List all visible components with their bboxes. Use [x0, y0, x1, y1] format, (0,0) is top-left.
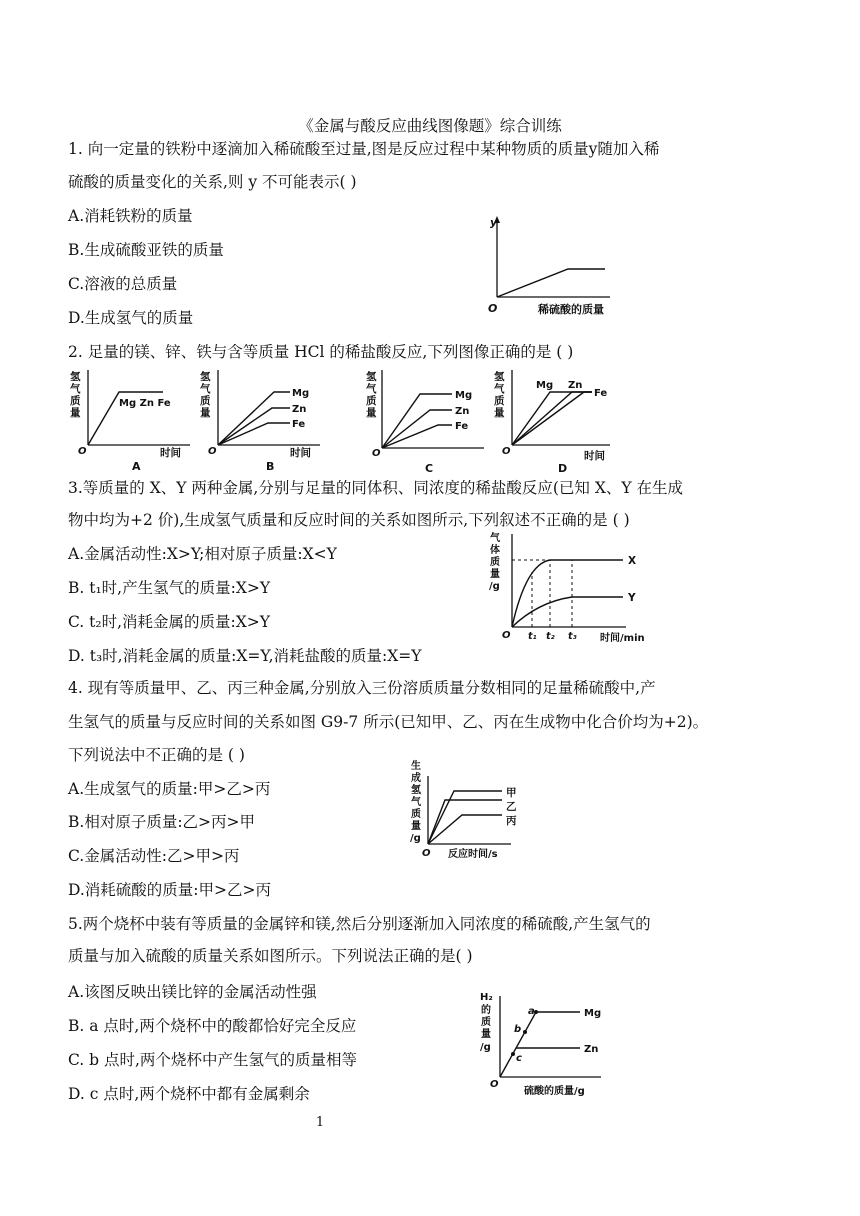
q5-option-a: A.该图反映出镁比锌的金属活动性强	[68, 983, 317, 1001]
q5-label-zn: Zn	[584, 1044, 599, 1055]
q3-origin: O	[502, 630, 511, 641]
q2d-curve-zn	[512, 392, 592, 445]
q2b-curve-zn	[218, 408, 290, 445]
q4-origin: O	[422, 848, 431, 859]
q2d-label-fe: Fe	[594, 388, 608, 399]
q2d-ylabel-2: 气	[494, 383, 505, 395]
q5-stem-line1: 5.两个烧杯中装有等质量的金属锌和镁,然后分别逐渐加入同浓度的稀硫酸,产生氢气的	[68, 915, 651, 933]
q2c-label-mg: Mg	[455, 390, 473, 401]
q2-figure-a	[68, 368, 198, 474]
q4-ylabel-2: 成	[411, 773, 421, 784]
q2c-caption: C	[425, 462, 434, 475]
q2c-ylabel-1: 氢	[366, 371, 377, 383]
q3-tick-t1: t₁	[528, 631, 537, 642]
q4-option-a: A.生成氢气的质量:甲>乙>丙	[68, 780, 271, 798]
q4-stem-line2: 生氢气的质量与反应时间的关系如图 G9-7 所示(已知甲、乙、丙在生成物中化合价均为+2)。	[68, 713, 709, 731]
page-number: 1	[315, 1115, 325, 1130]
q3-ylabel-4: 量	[490, 569, 500, 580]
q2a-ylabel-3: 质	[70, 395, 81, 407]
q2d-x-label: 时间	[584, 450, 605, 462]
q2b-origin: O	[208, 446, 217, 457]
q1-option-b: B.生成硫酸亚铁的质量	[68, 241, 224, 259]
q2d-label-mg: Mg	[536, 380, 554, 391]
q4-label-jia: 甲	[506, 787, 517, 799]
q1-origin: O	[488, 302, 498, 315]
q5-label-c: c	[516, 1053, 522, 1064]
q3-ylabel-3: 质	[490, 557, 500, 568]
q2b-label-mg: Mg	[292, 388, 310, 399]
q2-figure-c	[360, 368, 490, 474]
q2a-x-label: 时间	[160, 447, 181, 459]
q2c-label-zn: Zn	[455, 406, 470, 417]
q2d-curve-fe	[512, 392, 592, 445]
q3-stem-line2: 物中均为+2 价),生成氢气质量和反应时间的关系如图所示,下列叙述不正确的是 ( )	[68, 511, 630, 529]
q5-curve-mg	[500, 1012, 580, 1077]
q1-option-c: C.溶液的总质量	[68, 275, 178, 293]
q4-figure	[408, 758, 548, 864]
q2a-ylabel-2: 气	[70, 383, 81, 395]
q3-ylabel-1: 气	[490, 533, 500, 544]
q5-ylabel-5: /g	[480, 1042, 491, 1053]
q3-option-b: B. t₁时,产生氢气的质量:X>Y	[68, 579, 271, 597]
q3-tick-t3: t₃	[568, 631, 577, 642]
q2c-ylabel-2: 气	[366, 383, 377, 395]
q1-y-label: y	[490, 216, 498, 229]
q3-curve-x	[512, 560, 623, 627]
q4-curve-jia	[428, 791, 502, 844]
q2c-ylabel-3: 质	[366, 395, 377, 407]
q4-ylabel-3: 氢	[411, 785, 421, 796]
q2-stem: 2. 足量的镁、锌、铁与含等质量 HCl 的稀盐酸反应,下列图像正确的是 ( )	[68, 343, 574, 361]
q1-x-label: 稀硫酸的质量	[538, 303, 604, 316]
q4-option-d: D.消耗硫酸的质量:甲>乙>丙	[68, 881, 271, 899]
q3-option-a: A.金属活动性:X>Y;相对原子质量:X<Y	[68, 545, 337, 563]
q3-label-x: X	[628, 555, 637, 567]
q4-option-c: C.金属活动性:乙>甲>丙	[68, 847, 240, 865]
q4-stem-line3: 下列说法中不正确的是 ( )	[68, 746, 245, 764]
q3-x-label: 时间/min	[600, 633, 645, 644]
q4-curve-bing	[428, 815, 502, 844]
q5-label-b: b	[514, 1024, 522, 1035]
q2-figure-b	[198, 368, 328, 474]
q4-ylabel-5: 质	[411, 809, 421, 820]
q2d-caption: D	[558, 462, 568, 475]
q2b-ylabel-4: 量	[200, 407, 211, 419]
q3-curve-y	[512, 597, 623, 627]
q2c-ylabel-4: 量	[366, 407, 377, 419]
q5-option-c: C. b 点时,两个烧杯中产生氢气的质量相等	[68, 1051, 357, 1069]
q5-ylabel-4: 量	[481, 1029, 491, 1040]
q2d-ylabel-3: 质	[494, 395, 505, 407]
q2a-ylabel-1: 氢	[70, 371, 81, 383]
q3-ylabel-5: /g	[489, 581, 500, 592]
q5-label-mg: Mg	[584, 1008, 602, 1019]
q2-figure-d	[492, 368, 622, 474]
q2b-ylabel-1: 氢	[200, 371, 211, 383]
q5-option-d: D. c 点时,两个烧杯中都有金属剩余	[68, 1085, 310, 1103]
q2d-label-zn: Zn	[568, 380, 583, 391]
q4-label-yi: 乙	[506, 801, 517, 813]
q5-x-label: 硫酸的质量/g	[524, 1086, 585, 1097]
q2b-x-label: 时间	[290, 447, 311, 459]
q2a-origin: O	[78, 446, 87, 457]
q5-point-c	[511, 1052, 515, 1056]
q3-tick-t2: t₂	[546, 631, 555, 642]
q3-option-c: C. t₂时,消耗金属的质量:X>Y	[68, 613, 271, 631]
q3-figure	[488, 530, 688, 645]
q2c-curve-fe	[382, 425, 452, 448]
q5-ylabel-3: 质	[481, 1017, 491, 1028]
q4-stem-line1: 4. 现有等质量甲、乙、丙三种金属,分别放入三份溶质质量分数相同的足量稀硫酸中,产	[68, 679, 656, 697]
q5-label-a: a	[528, 1006, 535, 1017]
q3-ylabel-2: 体	[490, 545, 500, 556]
q1-option-a: A.消耗铁粉的质量	[68, 207, 193, 225]
q5-stem-line2: 质量与加入硫酸的质量关系如图所示。下列说法正确的是( )	[68, 947, 473, 965]
q2d-ylabel-4: 量	[494, 407, 505, 419]
q2b-label-zn: Zn	[292, 404, 307, 415]
q5-figure	[476, 990, 626, 1102]
q2b-ylabel-2: 气	[200, 383, 211, 395]
q2a-ylabel-4: 量	[70, 407, 81, 419]
q5-ylabel-2: 的	[481, 1005, 491, 1016]
q2d-curve-mg	[512, 392, 592, 445]
q3-option-d: D. t₃时,消耗金属的质量:X=Y,消耗盐酸的质量:X=Y	[68, 647, 422, 665]
q3-label-y: Y	[628, 592, 636, 604]
q4-ylabel-7: /g	[410, 833, 421, 844]
q2d-ylabel-1: 氢	[494, 371, 505, 383]
q4-x-label: 反应时间/s	[448, 849, 498, 860]
q5-point-b	[523, 1030, 527, 1034]
q4-ylabel-4: 气	[411, 797, 421, 808]
q2b-label-fe: Fe	[292, 419, 306, 430]
q1-stem-line2: 硫酸的质量变化的关系,则 y 不可能表示( )	[68, 173, 357, 191]
q3-stem-line1: 3.等质量的 X、Y 两种金属,分别与足量的同体积、同浓度的稀盐酸反应(已知 X、Y 在生成	[68, 479, 684, 497]
q2d-origin: O	[502, 446, 511, 457]
q4-ylabel-1: 生	[411, 761, 421, 772]
q4-ylabel-6: 量	[411, 821, 421, 832]
q1-stem-line1: 1. 向一定量的铁粉中逐滴加入稀硫酸至过量,图是反应过程中某种物质的质量y随加入稀	[68, 140, 660, 158]
q2c-origin: O	[372, 448, 381, 459]
q1-curve	[497, 269, 605, 297]
q2b-ylabel-3: 质	[200, 395, 211, 407]
q2b-caption: B	[266, 460, 275, 473]
page-title: 《金属与酸反应曲线图像题》综合训练	[298, 117, 562, 135]
q2a-caption: A	[132, 460, 141, 473]
q5-ylabel-1: H₂	[480, 992, 493, 1003]
q2c-curve-zn	[382, 410, 452, 448]
q2c-label-fe: Fe	[455, 421, 469, 432]
q2a-series-label: Mg Zn Fe	[119, 398, 171, 409]
q4-label-bing: 丙	[506, 815, 517, 827]
q4-option-b: B.相对原子质量:乙>丙>甲	[68, 813, 256, 831]
q5-option-b: B. a 点时,两个烧杯中的酸都恰好完全反应	[68, 1017, 357, 1035]
q5-origin: O	[490, 1079, 499, 1090]
q1-figure	[480, 212, 640, 322]
q1-option-d: D.生成氢气的质量	[68, 309, 194, 327]
